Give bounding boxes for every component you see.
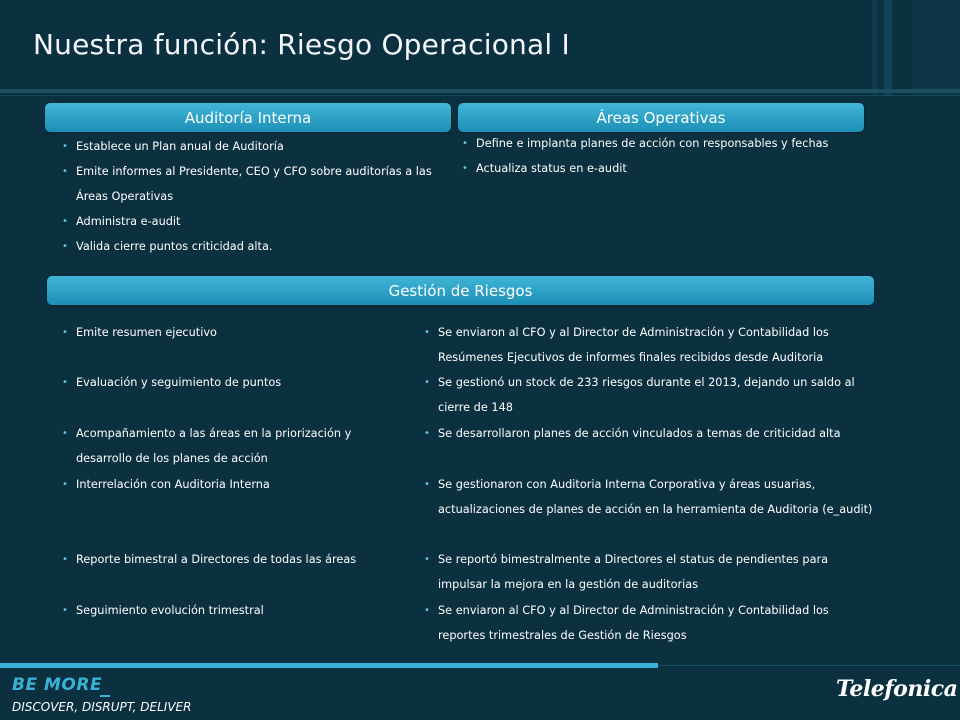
list-item: • Evaluación y seguimiento de puntos	[62, 370, 407, 395]
list-item: • Valida cierre puntos criticidad alta.	[62, 234, 452, 259]
decor-stripe	[912, 0, 960, 95]
section-header-areas-operativas: Áreas Operativas	[458, 103, 864, 132]
list-item: • Emite informes al Presidente, CEO y CFO sobre auditorías a las Áreas Operativas	[62, 159, 452, 209]
slogan-underscore	[100, 695, 110, 697]
footer-tagline: DISCOVER, DISRUPT, DELIVER	[12, 700, 192, 714]
page-title: Nuestra función: Riesgo Operacional I	[33, 28, 570, 61]
gestion-row-1-right	[424, 320, 879, 370]
areas-operativas-list	[462, 131, 872, 181]
list-item: • Interrelación con Auditoria Interna	[62, 472, 407, 497]
gestion-row-4-left	[62, 472, 407, 497]
list-item: • Se reportó bimestralmente a Directores el status de pendientes para impulsar la mejora en la gestión de auditorias	[424, 547, 879, 597]
gestion-row-2-right	[424, 370, 879, 420]
telefonica-logo: Telefonica	[836, 676, 958, 702]
footer-slogan: BE MORE	[12, 675, 103, 695]
gestion-row-4-right	[424, 472, 879, 522]
gestion-row-1-left	[62, 320, 407, 345]
decor-stripe	[884, 0, 892, 95]
footer-accent-bar	[0, 663, 658, 668]
list-item: • Se gestionó un stock de 233 riesgos durante el 2013, dejando un saldo al cierre de 148	[424, 370, 879, 420]
gestion-row-3-right	[424, 421, 879, 446]
list-item: • Se enviaron al CFO y al Director de Administración y Contabilidad los reportes trimestrales de Gestión de Riesgos	[424, 598, 879, 648]
gestion-row-3-left	[62, 421, 407, 471]
title-divider	[0, 89, 960, 93]
list-item: • Se desarrollaron planes de acción vinculados a temas de criticidad alta	[424, 421, 879, 446]
list-item: • Reporte bimestral a Directores de todas las áreas	[62, 547, 407, 572]
list-item: • Establece un Plan anual de Auditoría	[62, 134, 452, 159]
list-item: • Define e implanta planes de acción con responsables y fechas	[462, 131, 872, 156]
gestion-row-6-left	[62, 598, 407, 623]
auditoria-interna-list	[62, 134, 452, 259]
list-item: • Emite resumen ejecutivo	[62, 320, 407, 345]
list-item: • Se gestionaron con Auditoria Interna Corporativa y áreas usuarias, actualizaciones de planes de acción en la herramienta de Auditoria (e_audit)	[424, 472, 879, 522]
footer-divider	[658, 665, 960, 666]
gestion-row-2-left	[62, 370, 407, 395]
section-header-auditoria-interna: Auditoría Interna	[45, 103, 451, 132]
list-item: • Actualiza status en e-audit	[462, 156, 872, 181]
gestion-row-6-right	[424, 598, 879, 648]
gestion-row-5-left	[62, 547, 407, 572]
title-divider-thin	[0, 95, 960, 96]
list-item: • Administra e-audit	[62, 209, 452, 234]
list-item: • Acompañamiento a las áreas en la priorización y desarrollo de los planes de acción	[62, 421, 407, 471]
list-item: • Se enviaron al CFO y al Director de Administración y Contabilidad los Resúmenes Ejecutivos de informes finales recibidos desde Auditoria	[424, 320, 879, 370]
gestion-row-5-right	[424, 547, 879, 597]
list-item: • Seguimiento evolución trimestral	[62, 598, 407, 623]
section-header-gestion-riesgos: Gestión de Riesgos	[47, 276, 874, 305]
decor-stripe	[872, 0, 878, 95]
